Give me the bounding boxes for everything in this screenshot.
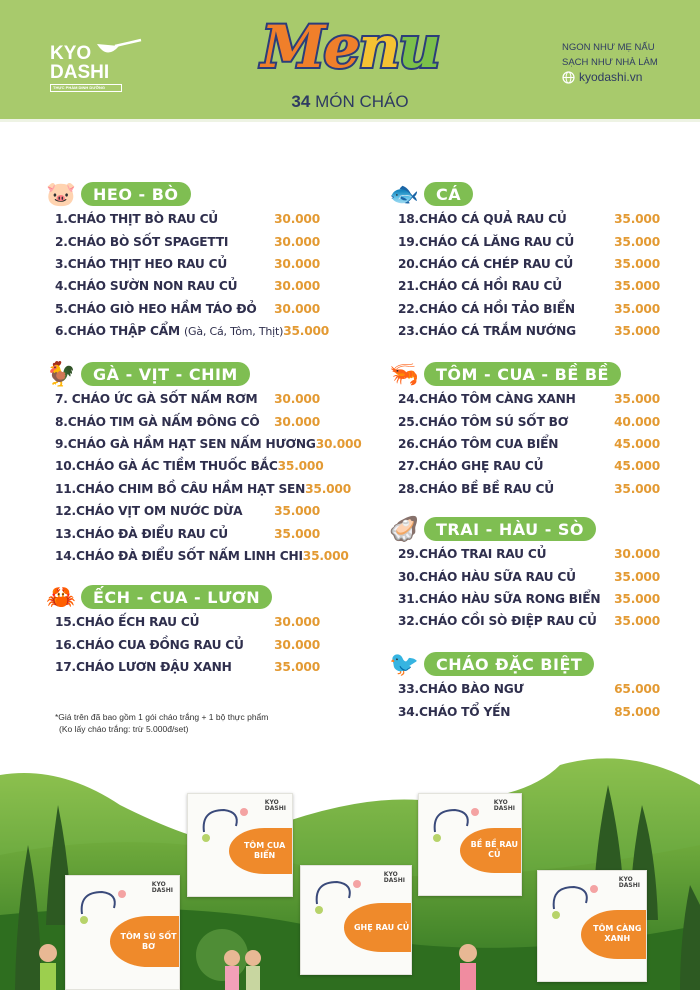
product-box [300,865,412,975]
item-price: 35.000 [614,392,660,407]
item-price: 30.000 [614,547,660,562]
product-box [187,793,293,897]
product-box [537,870,647,982]
item-name: 1.CHÁO THỊT BÒ RAU CỦ [55,212,219,227]
product-label: BỀ BỀ RAU CỦ [460,828,522,873]
menu-item [55,275,320,297]
menu-item [398,275,660,297]
menu-item [398,565,660,587]
menu-item [55,208,320,230]
item-price: 30.000 [274,256,320,271]
item-name: 3.CHÁO THỊT HEO RAU CỦ [55,256,228,271]
item-price: 30.000 [274,615,320,630]
menu-item [55,230,320,252]
logo-tagline: THỰC PHẨM DINH DƯỠNG [50,84,122,92]
item-name: 27.CHÁO GHẸ RAU CỦ [398,459,544,474]
menu-title-letter: n [358,13,399,81]
section-title: ẾCH - CUA - LƯƠN [81,585,272,609]
menu-item [55,522,320,544]
seafood-illustration [74,884,134,924]
item-price: 85.000 [614,704,660,719]
item-name-wrap [55,482,305,496]
item-name-wrap [55,504,272,518]
item-price: 35.000 [277,459,324,474]
item-name: 12.CHÁO VỊT OM NƯỚC DỪA [55,504,243,519]
website[interactable] [562,70,642,84]
menu-item [55,478,351,500]
menu-section [388,516,660,633]
section-title: TÔM - CUA - BỀ BỀ [424,362,621,386]
menu-item [398,298,660,320]
crab-icon: 🦀 [46,583,76,611]
item-price: 35.000 [614,256,660,271]
menu-item [398,678,660,700]
menu-item [55,298,320,320]
item-price: 45.000 [614,436,660,451]
menu-section [388,181,660,342]
item-name-wrap [55,392,272,406]
item-price: 35.000 [614,614,660,629]
section-title: GÀ - VỊT - CHIM [81,362,250,386]
item-name-wrap [55,212,272,226]
menu-section [45,360,362,567]
section-header [388,181,660,207]
item-price: 45.000 [614,459,660,474]
item-price: 35.000 [614,279,660,294]
item-name-wrap [55,415,272,429]
box-logo: KYO DASHI [618,876,640,889]
item-name: 22.CHÁO CÁ HỒI TẢO BIỂN [398,301,575,316]
item-name: 16.CHÁO CUA ĐỒNG RAU CỦ [55,637,244,652]
menu-item [398,588,660,610]
item-name-wrap [55,527,272,541]
menu-section [388,651,660,723]
item-price: 30.000 [274,234,320,249]
menu-section [45,584,320,678]
menu-item [398,433,660,455]
menu-item [55,388,320,410]
slogan-line2: SẠCH NHƯ NHÀ LÀM [562,57,658,68]
logo-line1: KYO [50,43,92,64]
item-name-wrap [55,660,272,674]
header-banner [0,0,700,122]
product-scene [0,745,700,990]
item-name-wrap [398,235,612,249]
menu-item [55,545,349,567]
item-name: 23.CHÁO CÁ TRẮM NƯỚNG [398,324,576,339]
item-price: 30.000 [274,414,320,429]
price-footnote [55,711,268,735]
section-header [45,361,320,387]
chicken-icon: 🐓 [46,360,76,388]
item-name: 2.CHÁO BÒ SỐT SPAGETTI [55,234,229,249]
item-name: 14.CHÁO ĐÀ ĐIỂU SỐT NẤM LINH CHI [55,548,303,563]
bowl-spoon-icon [95,38,145,60]
menu-item [398,253,660,275]
item-price: 35.000 [283,324,330,339]
item-name: 9.CHÁO GÀ HẦM HẠT SEN NẤM HƯƠNG [55,436,316,451]
item-name-wrap [398,570,612,584]
section-title: CHÁO ĐẶC BIỆT [424,652,594,676]
item-price: 30.000 [315,436,362,451]
menu-title-letter: e [323,13,359,81]
item-name: 17.CHÁO LƯƠN ĐẬU XANH [55,659,232,674]
item-name: 5.CHÁO GIÒ HEO HẦM TÁO ĐỎ [55,301,257,316]
item-price: 35.000 [614,481,660,496]
product-box [418,793,522,896]
item-name-wrap [55,615,272,629]
item-name: 4.CHÁO SƯỜN NON RAU CỦ [55,279,238,294]
item-price: 35.000 [614,569,660,584]
menu-item [55,433,362,455]
section-title: TRAI - HÀU - SÒ [424,517,596,541]
menu-item [55,320,330,342]
item-name-wrap [398,437,612,451]
menu-item [55,410,320,432]
oyster-icon: 🦪 [389,515,419,543]
slogan-line1: NGON NHƯ MẸ NẤU [562,42,655,53]
item-name-wrap [398,705,612,719]
item-name-wrap [55,437,316,451]
item-name: 11.CHÁO CHIM BỒ CÂU HẦM HẠT SEN [55,481,306,496]
item-name-wrap [55,638,272,652]
product-label: GHẸ RAU CỦ [344,903,412,952]
item-note: (Gà, Cá, Tôm, Thịt) [183,325,284,339]
item-name: 6.CHÁO THẬP CẨM [55,324,180,339]
item-name: 26.CHÁO TÔM CUA BIỂN [398,436,559,451]
item-name-wrap [55,279,272,293]
item-name: 19.CHÁO CÁ LĂNG RAU CỦ [398,234,575,249]
section-header [388,651,660,677]
footnote-line1: *Giá trên đã bao gồm 1 gói cháo trắng + 1 bộ thực phẩm [55,712,269,722]
item-price: 35.000 [305,481,351,496]
item-price: 30.000 [274,301,320,316]
item-name: 24.CHÁO TÔM CÀNG XANH [398,392,576,407]
box-logo: KYO DASHI [493,799,515,812]
item-name-wrap [398,302,612,316]
menu-item [398,410,660,432]
menu-item [55,455,324,477]
item-name-wrap [398,212,612,226]
item-name-wrap [398,547,612,561]
fish-icon: 🐟 [389,180,419,208]
menu-subtitle [250,92,450,112]
product-label: TÔM SÚ SỐT BƠ [110,916,180,967]
item-name: 7. CHÁO ỨC GÀ SỐT NẤM RƠM [55,392,258,407]
box-logo: KYO DASHI [151,881,173,894]
menu-item [398,543,660,565]
box-logo: KYO DASHI [383,871,405,884]
item-price: 35.000 [274,504,320,519]
item-name: 8.CHÁO TIM GÀ NẤM ĐÔNG CÔ [55,414,260,429]
item-name-wrap [398,324,612,338]
product-label: TÔM CÀNG XANH [581,910,647,960]
swallow-bird-icon: 🐦 [389,650,419,678]
item-price: 35.000 [614,301,660,316]
item-name-wrap [55,459,278,473]
section-title: HEO - BÒ [81,182,191,206]
item-name: 28.CHÁO BỀ BỀ RAU CỦ [398,481,554,496]
item-name: 10.CHÁO GÀ ÁC TIỀM THUỐC BẮC [55,459,278,474]
menu-item [55,656,320,678]
item-name-wrap [55,549,303,563]
item-name-wrap [398,257,612,271]
item-price: 40.000 [614,414,660,429]
section-header [388,361,660,387]
item-name-wrap [55,235,272,249]
pig-icon: 🐷 [46,180,76,208]
section-header [388,516,660,542]
dish-count: 34 [291,92,311,111]
item-name-wrap [398,592,612,606]
item-name-wrap [398,279,612,293]
item-name: 20.CHÁO CÁ CHÉP RAU CỦ [398,256,574,271]
item-name: 18.CHÁO CÁ QUẢ RAU CỦ [398,212,567,227]
item-name-wrap [398,415,612,429]
shrimp-icon: 🦐 [389,360,419,388]
menu-item [55,633,320,655]
item-name: 33.CHÁO BÀO NGƯ [398,682,524,697]
menu-section [45,180,330,342]
item-price: 65.000 [614,682,660,697]
item-price: 35.000 [614,234,660,249]
section-header [45,584,320,610]
menu-item [398,478,660,500]
item-price: 35.000 [274,659,320,674]
item-name: 25.CHÁO TÔM SÚ SỐT BƠ [398,414,569,429]
item-price: 30.000 [274,637,320,652]
menu-item [398,388,660,410]
item-name-wrap [55,302,272,316]
item-price: 30.000 [274,279,320,294]
menu-item [398,320,660,342]
box-logo: KYO DASHI [264,799,286,812]
globe-icon [562,71,575,84]
item-name-wrap [398,682,612,696]
subtitle-text: MÓN CHÁO [315,92,409,111]
item-price: 35.000 [614,591,660,606]
menu-title [250,12,450,82]
item-name: 31.CHÁO HÀU SỮA RONG BIỂN [398,591,601,606]
menu-title-letter: M [261,13,324,81]
menu-item [55,500,320,522]
logo-line2: DASHI [50,62,110,83]
item-price: 35.000 [614,212,660,227]
item-name: 32.CHÁO CỒI SÒ ĐIỆP RAU CỦ [398,614,597,629]
item-name-wrap [398,614,612,628]
item-price: 35.000 [274,526,320,541]
item-name: 34.CHÁO TỔ YẾN [398,704,511,719]
item-name-wrap [398,459,612,473]
item-name: 29.CHÁO TRAI RAU CỦ [398,547,547,562]
item-price: 30.000 [274,212,320,227]
product-box [65,875,180,990]
item-price: 35.000 [614,324,660,339]
item-name-wrap [55,324,283,338]
item-price: 30.000 [274,392,320,407]
item-name-wrap [398,392,612,406]
menu-item [398,455,660,477]
item-name: 30.CHÁO HÀU SỮA RAU CỦ [398,569,576,584]
website-link[interactable]: kyodashi.vn [579,70,643,84]
menu-item [398,610,660,632]
section-title: CÁ [424,182,473,206]
menu-item [398,700,660,722]
item-name: 15.CHÁO ẾCH RAU CỦ [55,615,200,630]
footnote-line2: (Ko lấy cháo trắng: trừ 5.000đ/set) [59,724,189,734]
menu-title-letter: u [398,13,439,81]
section-header [45,181,320,207]
item-name: 13.CHÁO ĐÀ ĐIỂU RAU CỦ [55,526,228,541]
slogan [562,40,658,70]
item-name-wrap [55,257,272,271]
menu-section [388,361,660,500]
item-name-wrap [398,482,612,496]
menu-item [55,253,320,275]
item-name: 21.CHÁO CÁ HỒI RAU CỦ [398,279,562,294]
item-price: 35.000 [302,548,349,563]
menu-item [55,611,320,633]
menu-item [398,230,660,252]
product-label: TÔM CUA BIỂN [229,828,293,874]
menu-item [398,208,660,230]
